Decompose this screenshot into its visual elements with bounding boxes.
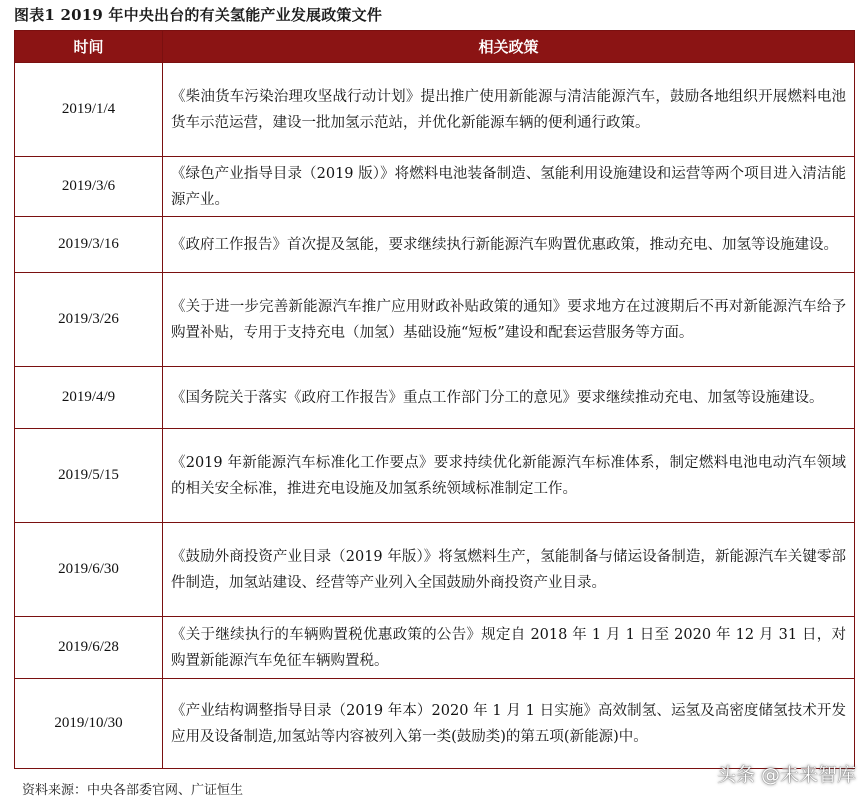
row-date: 2019/6/28 — [15, 617, 163, 679]
table-row — [15, 157, 855, 217]
watermark: 头条 @未来智库 — [716, 764, 856, 786]
row-policy: 《2019 年新能源汽车标准化工作要点》要求持续优化新能源汽车标准体系，制定燃料电池电动汽车领域的相关安全标准，推进充电设施及加氢系统领域标准制定工作。 — [163, 429, 855, 523]
table-row — [15, 367, 855, 429]
table-header-row — [15, 31, 855, 63]
policy-table — [14, 30, 855, 769]
row-date: 2019/1/4 — [15, 63, 163, 157]
row-policy: 《产业结构调整指导目录（2019 年本）2020 年 1 月 1 日实施》高效制氢、运氢及高密度储氢技术开发应用及设备制造,加氢站等内容被列入第一类(鼓励类)的第五项(新能源)中。 — [163, 679, 855, 769]
row-policy: 《鼓励外商投资产业目录（2019 年版）》将氢燃料生产，氢能制备与储运设备制造，新能源汽车关键零部件制造，加氢站建设、经营等产业列入全国鼓励外商投资产业目录。 — [163, 523, 855, 617]
table-row — [15, 617, 855, 679]
row-date: 2019/3/26 — [15, 273, 163, 367]
row-policy: 《关于继续执行的车辆购置税优惠政策的公告》规定自 2018 年 1 月 1 日至 2020 年 12 月 31 日，对购置新能源汽车免征车辆购置税。 — [163, 617, 855, 679]
row-policy: 《绿色产业指导目录（2019 版）》将燃料电池装备制造、氢能利用设施建设和运营等两个项目进入清洁能源产业。 — [163, 157, 855, 217]
row-date: 2019/4/9 — [15, 367, 163, 429]
row-date: 2019/6/30 — [15, 523, 163, 617]
row-policy: 《柴油货车污染治理攻坚战行动计划》提出推广使用新能源与清洁能源汽车，鼓励各地组织开展燃料电池货车示范运营，建设一批加氢示范站，并优化新能源车辆的便利通行政策。 — [163, 63, 855, 157]
table-row — [15, 217, 855, 273]
column-header-policy: 相关政策 — [163, 31, 855, 63]
row-date: 2019/3/16 — [15, 217, 163, 273]
table-row — [15, 429, 855, 523]
table-row — [15, 273, 855, 367]
row-date: 2019/5/15 — [15, 429, 163, 523]
source-note: 资料来源：中央各部委官网、广证恒生 — [22, 783, 244, 798]
row-policy: 《政府工作报告》首次提及氢能，要求继续执行新能源汽车购置优惠政策，推动充电、加氢等设施建设。 — [163, 217, 855, 273]
figure-title: 图表1 2019 年中央出台的有关氢能产业发展政策文件 — [14, 6, 383, 24]
row-policy: 《国务院关于落实《政府工作报告》重点工作部门分工的意见》要求继续推动充电、加氢等设施建设。 — [163, 367, 855, 429]
row-date: 2019/10/30 — [15, 679, 163, 769]
row-date: 2019/3/6 — [15, 157, 163, 217]
row-policy: 《关于进一步完善新能源汽车推广应用财政补贴政策的通知》要求地方在过渡期后不再对新能源汽车给予购置补贴，专用于支持充电（加氢）基础设施“短板”建设和配套运营服务等方面。 — [163, 273, 855, 367]
table-row — [15, 679, 855, 769]
table-row — [15, 523, 855, 617]
column-header-date: 时间 — [15, 31, 163, 63]
table-row — [15, 63, 855, 157]
